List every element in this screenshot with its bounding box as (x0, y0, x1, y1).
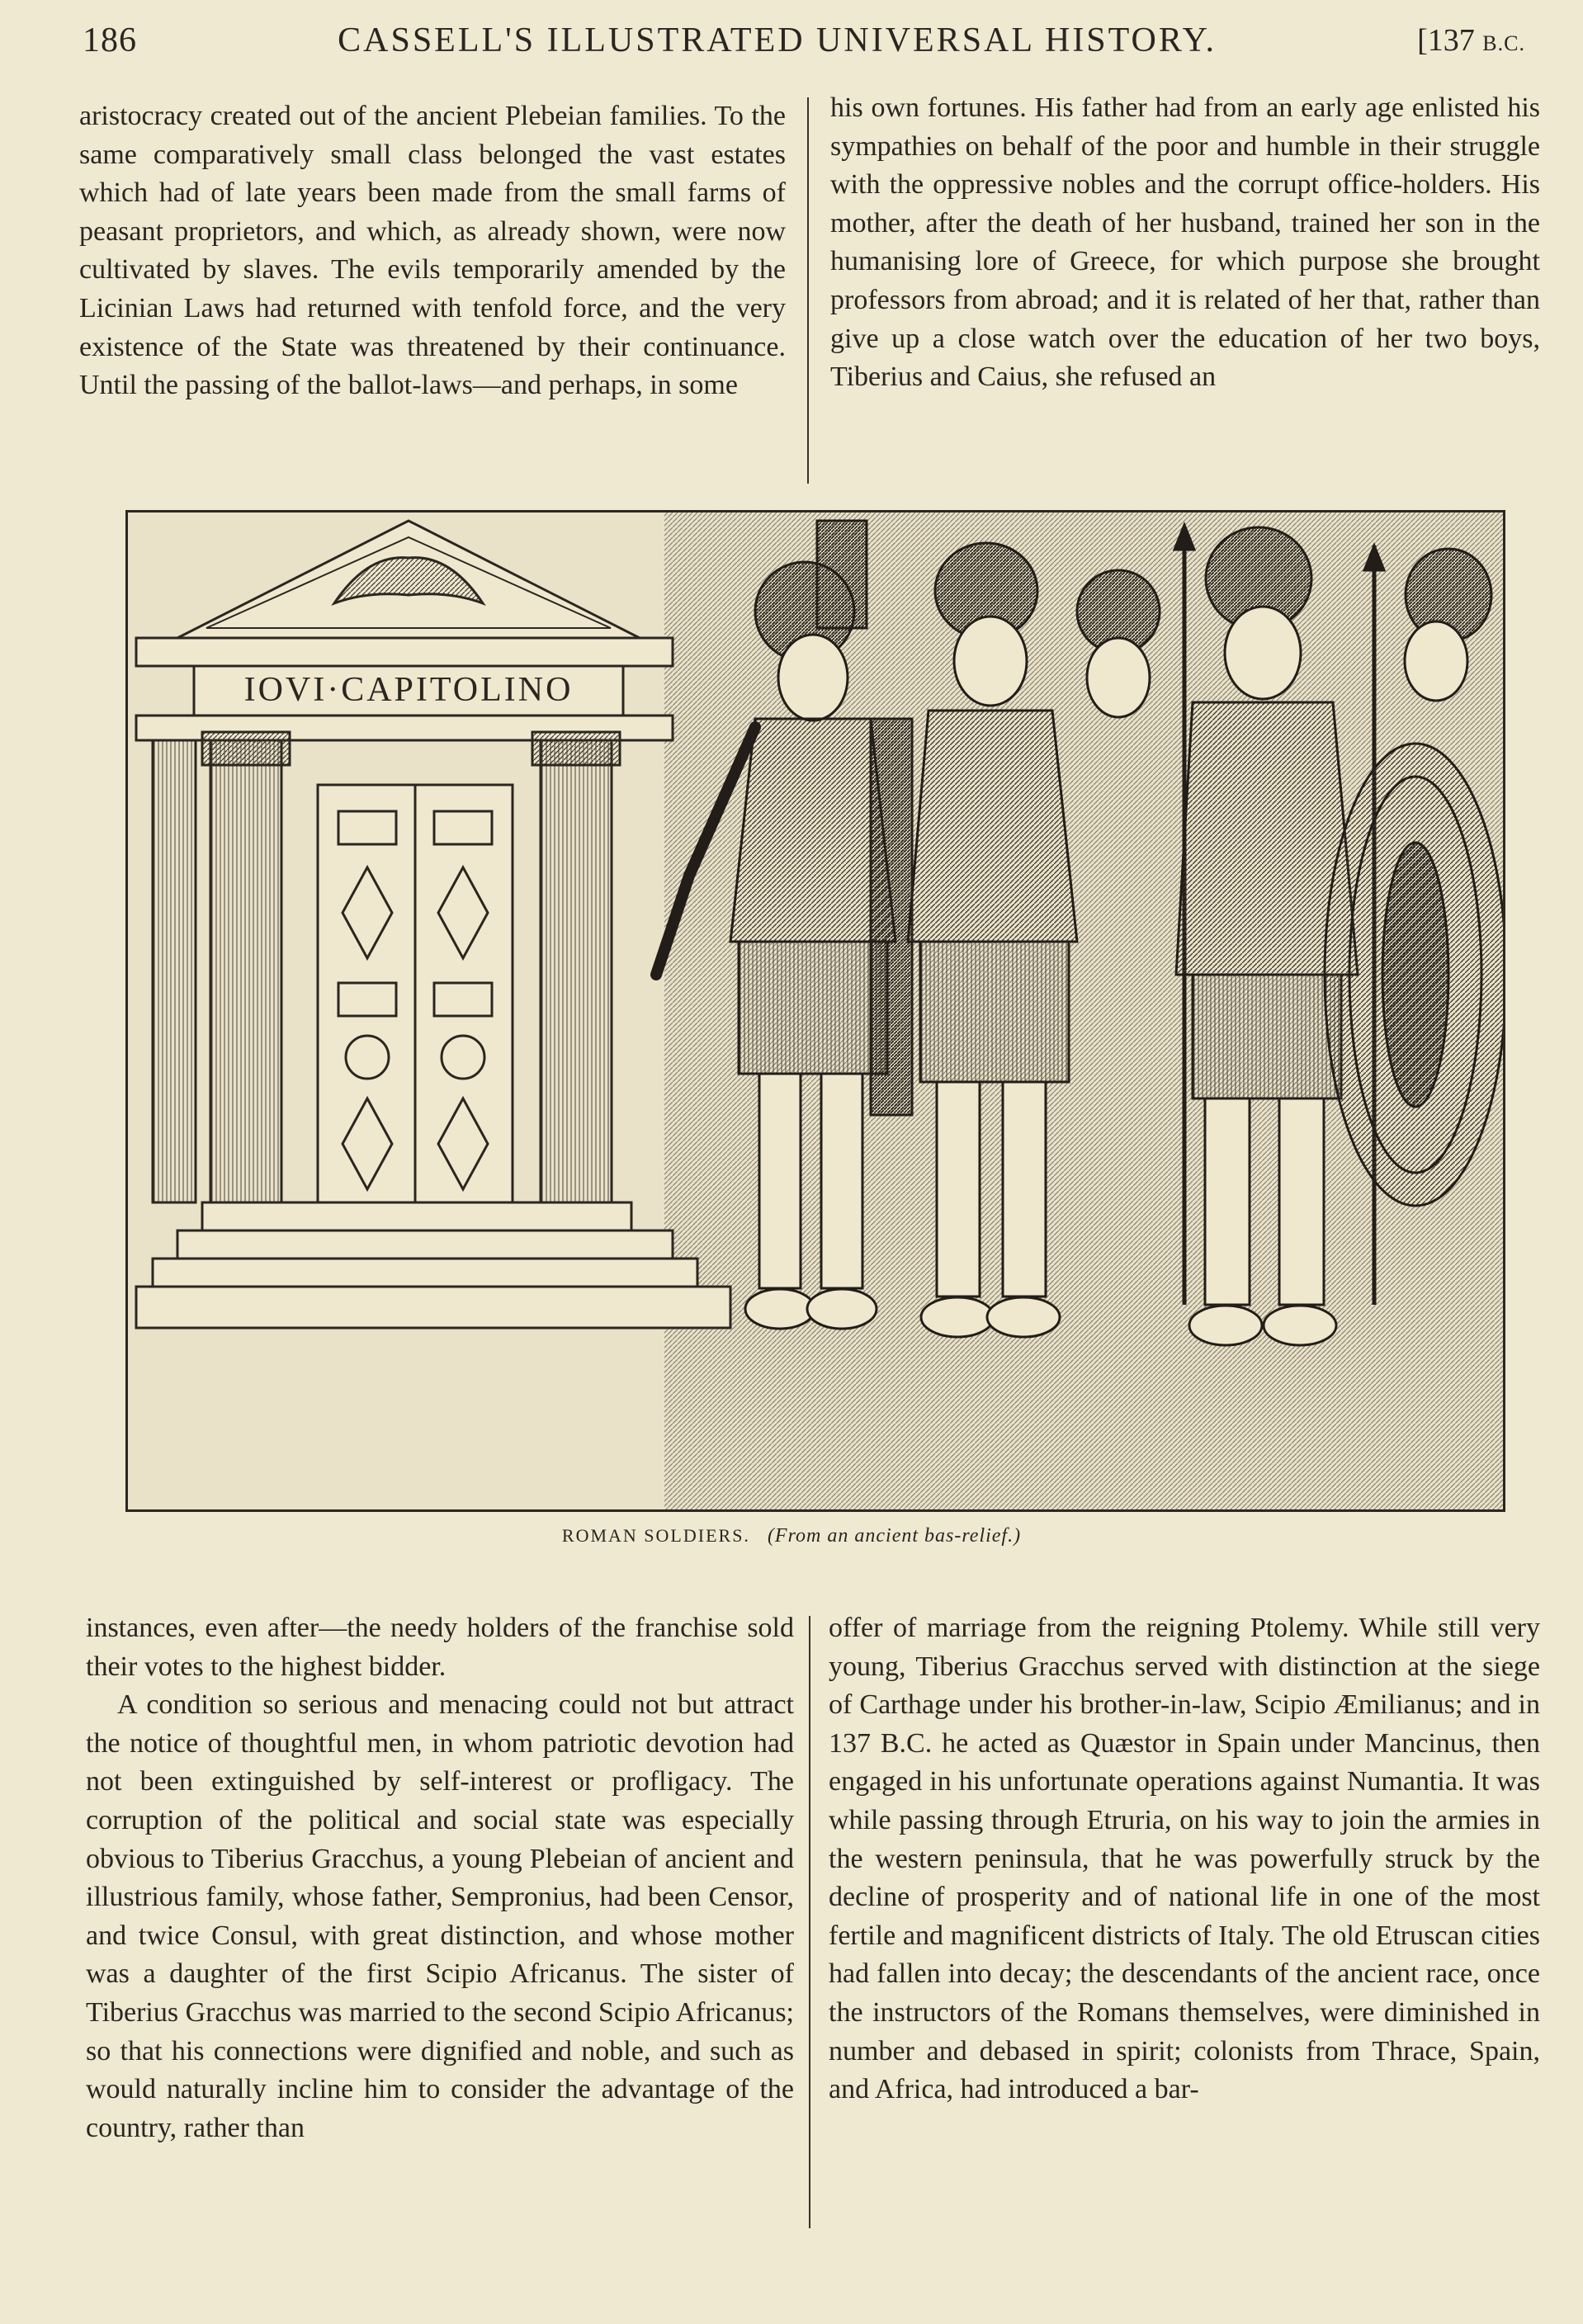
bottom-left-paragraph-1: instances, even after—the needy holders of the franchise sold their votes to the highest bidder. (86, 1613, 794, 1682)
date-tag-year: [137 (1417, 23, 1475, 58)
column-divider-top (807, 97, 809, 484)
bottom-right-column (829, 1609, 1540, 2261)
date-tag-era: B.C. (1482, 31, 1525, 55)
bottom-left-column (86, 1609, 794, 2261)
caption-source: (From an ancient bas-relief.) (767, 1525, 1022, 1547)
bas-relief-engraving (128, 513, 1503, 1509)
bottom-left-paragraph-2: A condition so serious and menacing could not but attract the notice of thoughtful men, in whom patriotic devotion had not been extinguished by self-interest or profligacy. The corruption of the political and social state was especially obvious to Tiberius Gracchus, a young Plebeian of ancient and illustrious family, whose father, Sempronius, had been Censor, and twice Consul, with great distinction, and whose mother was a daughter of the first Scipio Africanus. The sister of Tiberius Gracchus was married to the second Scipio Africanus; so that his connections were dignified and noble, and such as would naturally incline him to consider the advantage of the country, rather than (86, 1689, 795, 2143)
column-divider-bottom (809, 1616, 810, 2228)
caption-title: ROMAN SOLDIERS. (561, 1525, 750, 1546)
figure-caption (0, 1525, 1583, 1547)
roman-soldiers-illustration (125, 510, 1505, 1512)
top-left-column (79, 97, 786, 494)
top-right-paragraph: his own fortunes. His father had from an early age enlisted his sympathies on behalf of the poor and humble in their struggle with the oppressive nobles and the corrupt office-holders. His mother, after the death of her husband, trained her son in the humanising lore of Greece, for which purpose she brought professors from abroad; and it is related of her that, rather than give up a close watch over the education of her two boys, Tiberius and Caius, she refused an (830, 92, 1540, 393)
top-right-column (830, 89, 1540, 485)
temple-inscription: IOVI·CAPITOLINO (243, 671, 574, 709)
page-number: 186 (83, 21, 137, 59)
top-left-paragraph: aristocracy created out of the ancient Plebeian families. To the same comparatively small class belonged the vast estates which had of late years been made from the small farms of peasant proprietors, and which, as already shown, were now cultivated by slaves. The evils temporarily amended by the Licinian Laws had returned with tenfold force, and the very existence of the State was threatened by their continuance. Until the passing of the ballot-laws—and perhaps, in some (79, 101, 786, 401)
date-tag (1417, 22, 1525, 59)
page-header (83, 12, 1525, 69)
running-title: CASSELL'S ILLUSTRATED UNIVERSAL HISTORY. (338, 21, 1217, 59)
bottom-right-paragraph: offer of marriage from the reigning Ptolemy. While still very young, Tiberius Gracchus served with distinction at the siege of Carthage under his brother-in-law, Scipio Æmilianus; and in 137 B.C. he acted as Quæstor in Spain under Mancinus, then engaged in his unfortunate operations against Numantia. It was while passing through Etruria, on his way to join the armies in the western peninsula, that he was powerfully struck by the decline of prosperity and of national life in one of the most fertile and magnificent districts of Italy. The old Etruscan cities had fallen into decay; the descendants of the ancient race, once the instructors of the Romans themselves, were diminished in number and debased in spirit; colonists from Thrace, Spain, and Africa, had introduced a bar- (829, 1613, 1540, 2105)
